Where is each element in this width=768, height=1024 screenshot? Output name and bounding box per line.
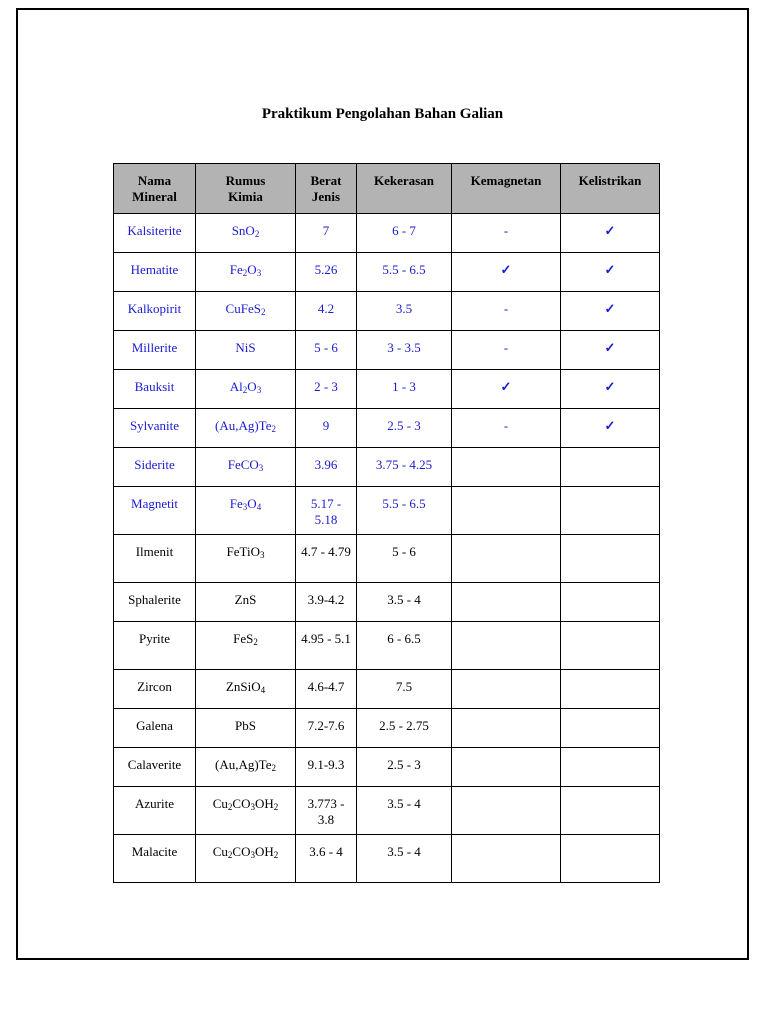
mineral-name-cell: Ilmenit (114, 535, 196, 583)
hardness-cell: 3.5 - 4 (357, 583, 452, 622)
density-cell: 4.6-4.7 (296, 670, 357, 709)
formula-cell: $Al_2O_3$ (196, 370, 296, 409)
electricity-cell: ✓ (561, 292, 660, 331)
electricity-cell: ✓ (561, 409, 660, 448)
mineral-name-cell: Galena (114, 709, 196, 748)
electricity-cell (561, 583, 660, 622)
column-header: Kekerasan (357, 164, 452, 214)
magnetism-cell (452, 583, 561, 622)
density-cell: 4.95 - 5.1 (296, 622, 357, 670)
magnetism-cell (452, 535, 561, 583)
table-row (114, 370, 660, 409)
density-cell: 7 (296, 214, 357, 253)
magnetism-cell: - (452, 292, 561, 331)
header-row (114, 164, 660, 214)
density-cell: 5.26 (296, 253, 357, 292)
magnetism-cell: ✓ (452, 370, 561, 409)
table-row (114, 409, 660, 448)
electricity-cell (561, 787, 660, 835)
magnetism-cell (452, 448, 561, 487)
formula-cell: $(Au,Ag)Te_2$ (196, 748, 296, 787)
density-cell: 4.2 (296, 292, 357, 331)
column-header: Kemagnetan (452, 164, 561, 214)
density-cell: 3.773 - 3.8 (296, 787, 357, 835)
hardness-cell: 5.5 - 6.5 (357, 253, 452, 292)
mineral-table (113, 163, 660, 883)
density-cell: 3.9-4.2 (296, 583, 357, 622)
electricity-cell (561, 487, 660, 535)
electricity-cell (561, 448, 660, 487)
density-cell: 2 - 3 (296, 370, 357, 409)
table-row (114, 214, 660, 253)
table-row (114, 709, 660, 748)
mineral-name-cell: Siderite (114, 448, 196, 487)
table-row (114, 787, 660, 835)
mineral-name-cell: Sphalerite (114, 583, 196, 622)
hardness-cell: 6 - 6.5 (357, 622, 452, 670)
magnetism-cell: - (452, 409, 561, 448)
density-cell: 3.6 - 4 (296, 835, 357, 883)
document-page (16, 8, 749, 960)
table-body (114, 214, 660, 883)
hardness-cell: 3.5 - 4 (357, 835, 452, 883)
hardness-cell: 7.5 (357, 670, 452, 709)
electricity-cell: ✓ (561, 214, 660, 253)
mineral-name-cell: Azurite (114, 787, 196, 835)
electricity-cell: ✓ (561, 253, 660, 292)
table-row (114, 670, 660, 709)
table-row (114, 535, 660, 583)
magnetism-cell (452, 709, 561, 748)
column-header: Rumus Kimia (196, 164, 296, 214)
formula-cell: PbS (196, 709, 296, 748)
mineral-name-cell: Bauksit (114, 370, 196, 409)
table-row (114, 583, 660, 622)
mineral-name-cell: Millerite (114, 331, 196, 370)
formula-cell: ZnSiO$_4$ (196, 670, 296, 709)
magnetism-cell: - (452, 331, 561, 370)
formula-cell: $Fe_3O_4$ (196, 487, 296, 535)
mineral-name-cell: Kalsiterite (114, 214, 196, 253)
table-header (114, 164, 660, 214)
electricity-cell (561, 670, 660, 709)
hardness-cell: 2.5 - 2.75 (357, 709, 452, 748)
mineral-name-cell: Calaverite (114, 748, 196, 787)
hardness-cell: 2.5 - 3 (357, 409, 452, 448)
electricity-cell (561, 748, 660, 787)
hardness-cell: 6 - 7 (357, 214, 452, 253)
table-row (114, 835, 660, 883)
density-cell: 5 - 6 (296, 331, 357, 370)
magnetism-cell: - (452, 214, 561, 253)
hardness-cell: 5.5 - 6.5 (357, 487, 452, 535)
hardness-cell: 3 - 3.5 (357, 331, 452, 370)
formula-cell: $(Au,Ag)Te_2$ (196, 409, 296, 448)
hardness-cell: 2.5 - 3 (357, 748, 452, 787)
density-cell: 5.17 - 5.18 (296, 487, 357, 535)
density-cell: 9.1-9.3 (296, 748, 357, 787)
mineral-name-cell: Zircon (114, 670, 196, 709)
page-title: Praktikum Pengolahan Bahan Galian (261, 106, 504, 122)
formula-cell: NiS (196, 331, 296, 370)
mineral-name-cell: Sylvanite (114, 409, 196, 448)
magnetism-cell (452, 670, 561, 709)
formula-cell: $Fe_2O_3$ (196, 253, 296, 292)
column-header: Berat Jenis (296, 164, 357, 214)
electricity-cell (561, 709, 660, 748)
electricity-cell: ✓ (561, 331, 660, 370)
electricity-cell (561, 622, 660, 670)
table-row (114, 253, 660, 292)
magnetism-cell: ✓ (452, 253, 561, 292)
formula-cell: FeCO$_3$ (196, 448, 296, 487)
electricity-cell: ✓ (561, 370, 660, 409)
formula-cell: CuFeS$_2$ (196, 292, 296, 331)
table-row (114, 331, 660, 370)
formula-cell: ZnS (196, 583, 296, 622)
formula-cell: $Cu_2CO_3OH_2$ (196, 787, 296, 835)
table-row (114, 622, 660, 670)
hardness-cell: 5 - 6 (357, 535, 452, 583)
table-row (114, 748, 660, 787)
column-header: Nama Mineral (114, 164, 196, 214)
density-cell: 7.2-7.6 (296, 709, 357, 748)
formula-cell: FeS$_2$ (196, 622, 296, 670)
formula-cell: SnO$_2$ (196, 214, 296, 253)
density-cell: 9 (296, 409, 357, 448)
mineral-name-cell: Hematite (114, 253, 196, 292)
mineral-name-cell: Magnetit (114, 487, 196, 535)
magnetism-cell (452, 748, 561, 787)
mineral-name-cell: Kalkopirit (114, 292, 196, 331)
mineral-name-cell: Pyrite (114, 622, 196, 670)
column-header: Kelistrikan (561, 164, 660, 214)
magnetism-cell (452, 835, 561, 883)
hardness-cell: 3.5 (357, 292, 452, 331)
electricity-cell (561, 535, 660, 583)
hardness-cell: 1 - 3 (357, 370, 452, 409)
magnetism-cell (452, 487, 561, 535)
formula-cell: $Cu_2CO_3OH_2$ (196, 835, 296, 883)
magnetism-cell (452, 787, 561, 835)
density-cell: 3.96 (296, 448, 357, 487)
magnetism-cell (452, 622, 561, 670)
hardness-cell: 3.5 - 4 (357, 787, 452, 835)
electricity-cell (561, 835, 660, 883)
density-cell: 4.7 - 4.79 (296, 535, 357, 583)
hardness-cell: 3.75 - 4.25 (357, 448, 452, 487)
mineral-name-cell: Malacite (114, 835, 196, 883)
table-row (114, 448, 660, 487)
table-row (114, 487, 660, 535)
formula-cell: FeTiO$_3$ (196, 535, 296, 583)
table-row (114, 292, 660, 331)
